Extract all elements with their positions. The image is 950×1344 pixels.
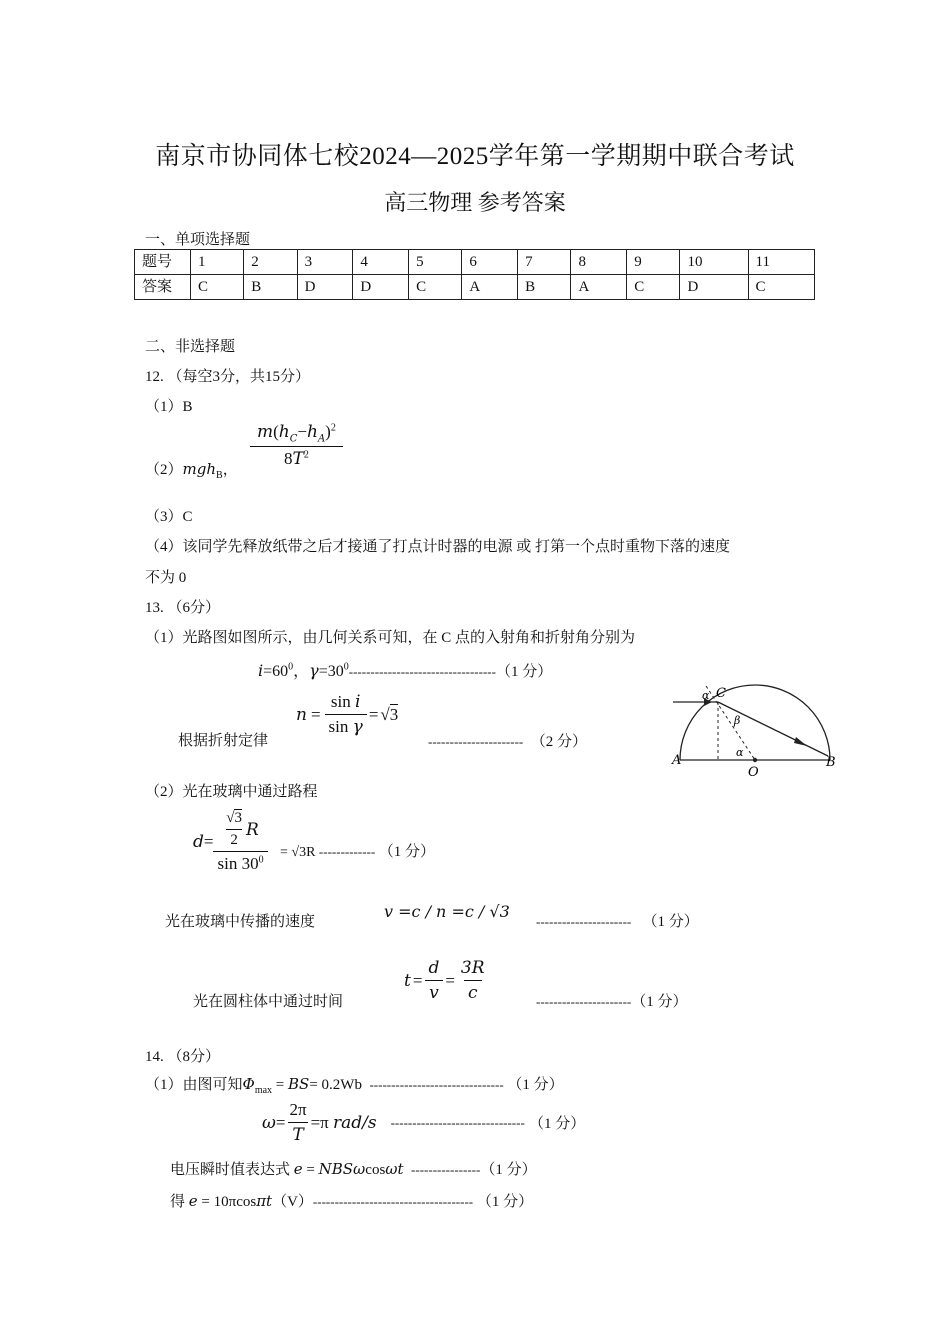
label-beta: β bbox=[734, 714, 741, 727]
score: （2 分） bbox=[530, 734, 588, 750]
light-path-diagram bbox=[668, 684, 840, 780]
sym-pit: πt bbox=[256, 1192, 273, 1210]
table-cell: A bbox=[571, 275, 627, 300]
dash-leader: ------------------------------- bbox=[369, 1077, 504, 1092]
table-cell: 3 bbox=[297, 250, 353, 275]
q14-omega-eq bbox=[262, 1100, 585, 1145]
frac-square: 2 bbox=[330, 422, 336, 434]
sym-i: i bbox=[258, 661, 264, 680]
table-cell: 5 bbox=[409, 250, 462, 275]
deg-sup: 0 bbox=[258, 854, 264, 866]
sqrt-radicand: 3 bbox=[234, 810, 242, 826]
q12-mgh: mgh bbox=[182, 460, 217, 478]
eq-comma: ， bbox=[293, 663, 310, 680]
result-value: = 10πcos bbox=[197, 1194, 257, 1210]
eq-sign: = bbox=[275, 1112, 286, 1132]
q13-speed-eq: v =c / n =c / √3 bbox=[384, 902, 510, 921]
sym-d: d bbox=[193, 832, 204, 852]
table-cell: 2 bbox=[244, 250, 297, 275]
q12-part3: （3）C bbox=[145, 509, 193, 525]
table-cell: 1 bbox=[191, 250, 244, 275]
result-prefix: 得 bbox=[170, 1194, 189, 1210]
dash-leader: ---------------------- bbox=[536, 994, 632, 1009]
table-cell: 7 bbox=[518, 250, 571, 275]
cos-text: cos bbox=[365, 1162, 386, 1178]
q13-time-eq bbox=[404, 958, 489, 1003]
sqrt-symbol: √ bbox=[380, 704, 390, 724]
table-cell: C bbox=[627, 275, 680, 300]
q13-part1: （1）光路图如图所示，由几何关系可知，在 C 点的入射角和折射角分别为 bbox=[145, 630, 636, 646]
q12-part4-line1: （4）该同学先释放纸带之后才接通了打点计时器的电源 或 打第一个点时重物下落的速度 bbox=[145, 539, 731, 555]
table-row bbox=[135, 275, 815, 300]
dash-leader: ------------------------------- bbox=[390, 1114, 525, 1130]
score: （1 分） bbox=[476, 1194, 534, 1210]
eq-sign: = bbox=[368, 704, 379, 724]
sym-n: n bbox=[296, 704, 307, 725]
table-cell: 9 bbox=[627, 250, 680, 275]
section2-heading: 二、非选择题 bbox=[145, 339, 236, 355]
q14-p1-prefix: （1）由图可知 bbox=[145, 1077, 243, 1093]
eq-pi: =π bbox=[310, 1112, 329, 1132]
table-cell: C bbox=[748, 275, 814, 300]
eq-sign: = bbox=[203, 832, 214, 851]
table-cell: A bbox=[462, 275, 518, 300]
label-O: O bbox=[748, 765, 759, 780]
q12-part2 bbox=[145, 458, 238, 481]
sym-t: t bbox=[404, 970, 411, 991]
frac-2: 2 bbox=[226, 829, 242, 849]
frac-ha: h bbox=[306, 422, 318, 442]
frac-8: 8 bbox=[284, 449, 293, 469]
label-alpha-top: α bbox=[702, 689, 710, 702]
table-cell: D bbox=[353, 275, 409, 300]
eq-30: =30 bbox=[318, 663, 344, 680]
q13-speed-label: 光在玻璃中传播的速度 bbox=[165, 914, 316, 930]
dash-leader: ---------------------------------- bbox=[348, 664, 496, 679]
answer-table bbox=[134, 249, 815, 300]
score: （1 分） bbox=[507, 1077, 564, 1093]
dash-leader: ---------------- bbox=[411, 1162, 481, 1177]
document-title: 南京市协同体七校2024—2025学年第一学期期中联合考试 bbox=[155, 143, 795, 170]
eq-60: =60 bbox=[263, 663, 289, 680]
table-row bbox=[135, 250, 815, 275]
label-B: B bbox=[826, 755, 836, 770]
unit-V: （V） bbox=[272, 1194, 313, 1210]
deg-sup: 0 bbox=[288, 661, 294, 673]
sym-e: e bbox=[293, 1160, 303, 1178]
eq-sign: = bbox=[272, 1077, 289, 1093]
q13-law-score bbox=[428, 730, 587, 751]
label-A: A bbox=[672, 753, 682, 768]
sym-R: R bbox=[245, 819, 259, 840]
phi-sub: max bbox=[254, 1085, 273, 1096]
label-alpha-bottom: α bbox=[736, 746, 744, 759]
document-subtitle: 高三物理 参考答案 bbox=[384, 190, 566, 215]
sym-wt: ωt bbox=[385, 1160, 404, 1178]
sin-30: sin 30 bbox=[217, 854, 259, 873]
table-cell: D bbox=[297, 275, 353, 300]
dash-leader: ---------------------- bbox=[536, 914, 632, 929]
sin-text: sin bbox=[328, 717, 353, 736]
frac-minus: − bbox=[297, 422, 307, 441]
row-label-number: 题号 bbox=[135, 250, 191, 275]
sym-omega: ω bbox=[262, 1112, 276, 1133]
q13-header: 13. （6分） bbox=[145, 600, 221, 616]
table-cell: 11 bbox=[748, 250, 814, 275]
sym-NBSw: NBSω bbox=[318, 1160, 366, 1178]
q13-time-score bbox=[536, 990, 688, 1011]
score: （1 分） bbox=[529, 1116, 586, 1132]
q13-path-eq bbox=[193, 810, 268, 874]
q12-part1: （1）B bbox=[145, 399, 193, 415]
q13-angles-eq bbox=[258, 658, 552, 681]
q14-result bbox=[170, 1190, 533, 1211]
normal-line bbox=[706, 686, 755, 760]
frac-a-sub: A bbox=[317, 433, 326, 445]
frac-3R: 3R bbox=[460, 958, 485, 978]
table-cell: 10 bbox=[680, 250, 748, 275]
row-label-answer: 答案 bbox=[135, 275, 191, 300]
table-cell: C bbox=[191, 275, 244, 300]
frac-c-sub: C bbox=[289, 433, 298, 445]
section1-heading: 一、单项选择题 bbox=[145, 232, 251, 248]
table-cell: C bbox=[409, 275, 462, 300]
frac-hc: h bbox=[278, 422, 290, 442]
frac-c: c bbox=[464, 980, 482, 1003]
center-point bbox=[753, 758, 757, 762]
q12-part4-line2: 不为 0 bbox=[145, 570, 187, 586]
q13-part2: （2）光在玻璃中通过路程 bbox=[145, 784, 318, 800]
q13-law-label: 根据折射定律 bbox=[178, 733, 269, 749]
score: （1 分） bbox=[378, 844, 435, 860]
q12-header: 12. （每空3分，共15分） bbox=[145, 369, 311, 385]
table-cell: 6 bbox=[462, 250, 518, 275]
q14-part1 bbox=[145, 1073, 564, 1096]
unit-rad-s: rad/s bbox=[332, 1112, 377, 1133]
dash-leader: ------------------------------------- bbox=[312, 1194, 474, 1209]
q12-mgh-sub: B bbox=[216, 470, 223, 481]
q12-part2-prefix: （2） bbox=[145, 462, 183, 478]
table-cell: D bbox=[680, 275, 748, 300]
score: （1 分） bbox=[480, 1162, 537, 1178]
path-result: = √3R bbox=[280, 845, 316, 860]
flux-value: = 0.2Wb bbox=[309, 1077, 362, 1093]
refracted-arrow bbox=[794, 737, 807, 746]
eq-sign: = bbox=[445, 970, 455, 990]
frac-v: v bbox=[425, 980, 443, 1003]
q13-path-result bbox=[280, 840, 435, 861]
score: （1 分） bbox=[631, 994, 688, 1010]
frac-T-square: 2 bbox=[303, 449, 309, 461]
q12-frac-numerator: $m(h_C-h_A)^2$ bbox=[256, 422, 336, 445]
sym-i: i bbox=[355, 692, 361, 712]
frac-m: m bbox=[256, 422, 274, 442]
q12-frac-denominator bbox=[250, 446, 343, 469]
table-cell: B bbox=[244, 275, 297, 300]
sqrt-radicand: 3 bbox=[389, 705, 399, 724]
q14-voltage-expr bbox=[170, 1158, 537, 1179]
q14-header: 14. （8分） bbox=[145, 1049, 221, 1065]
q13-time-label: 光在圆柱体中通过时间 bbox=[193, 994, 344, 1010]
voltage-prefix: 电压瞬时值表达式 bbox=[170, 1162, 294, 1178]
sym-BS: BS bbox=[288, 1075, 310, 1093]
sym-gamma: γ bbox=[352, 717, 363, 737]
sqrt-symbol: √ bbox=[226, 810, 235, 826]
eq-sign: = bbox=[302, 1162, 319, 1178]
dash-leader: ---------------------- bbox=[428, 734, 524, 749]
q13-speed-score bbox=[536, 910, 699, 931]
sym-e: e bbox=[188, 1192, 198, 1210]
label-C: C bbox=[716, 686, 726, 701]
q12-fraction bbox=[250, 422, 343, 469]
deg-sup: 0 bbox=[343, 661, 349, 673]
sin-text: sin bbox=[330, 692, 355, 711]
score: （1 分） bbox=[495, 664, 553, 680]
frac-T: T bbox=[288, 1122, 307, 1145]
table-cell: 4 bbox=[353, 250, 409, 275]
frac-T: T bbox=[292, 449, 304, 470]
table-cell: B bbox=[518, 275, 571, 300]
dash-leader: ------------- bbox=[318, 844, 376, 859]
frac-d: d bbox=[428, 958, 440, 978]
eq-sign: = bbox=[412, 970, 423, 990]
sym-phi: Φ bbox=[242, 1075, 255, 1093]
q12-sep: ， bbox=[222, 462, 238, 478]
q13-refraction-eq bbox=[296, 692, 398, 737]
sym-gamma: γ bbox=[309, 661, 319, 680]
frac-2pi: 2π bbox=[289, 1100, 307, 1119]
table-cell: 8 bbox=[571, 250, 627, 275]
score: （1 分） bbox=[642, 914, 699, 930]
eq-sign: = bbox=[310, 704, 321, 724]
